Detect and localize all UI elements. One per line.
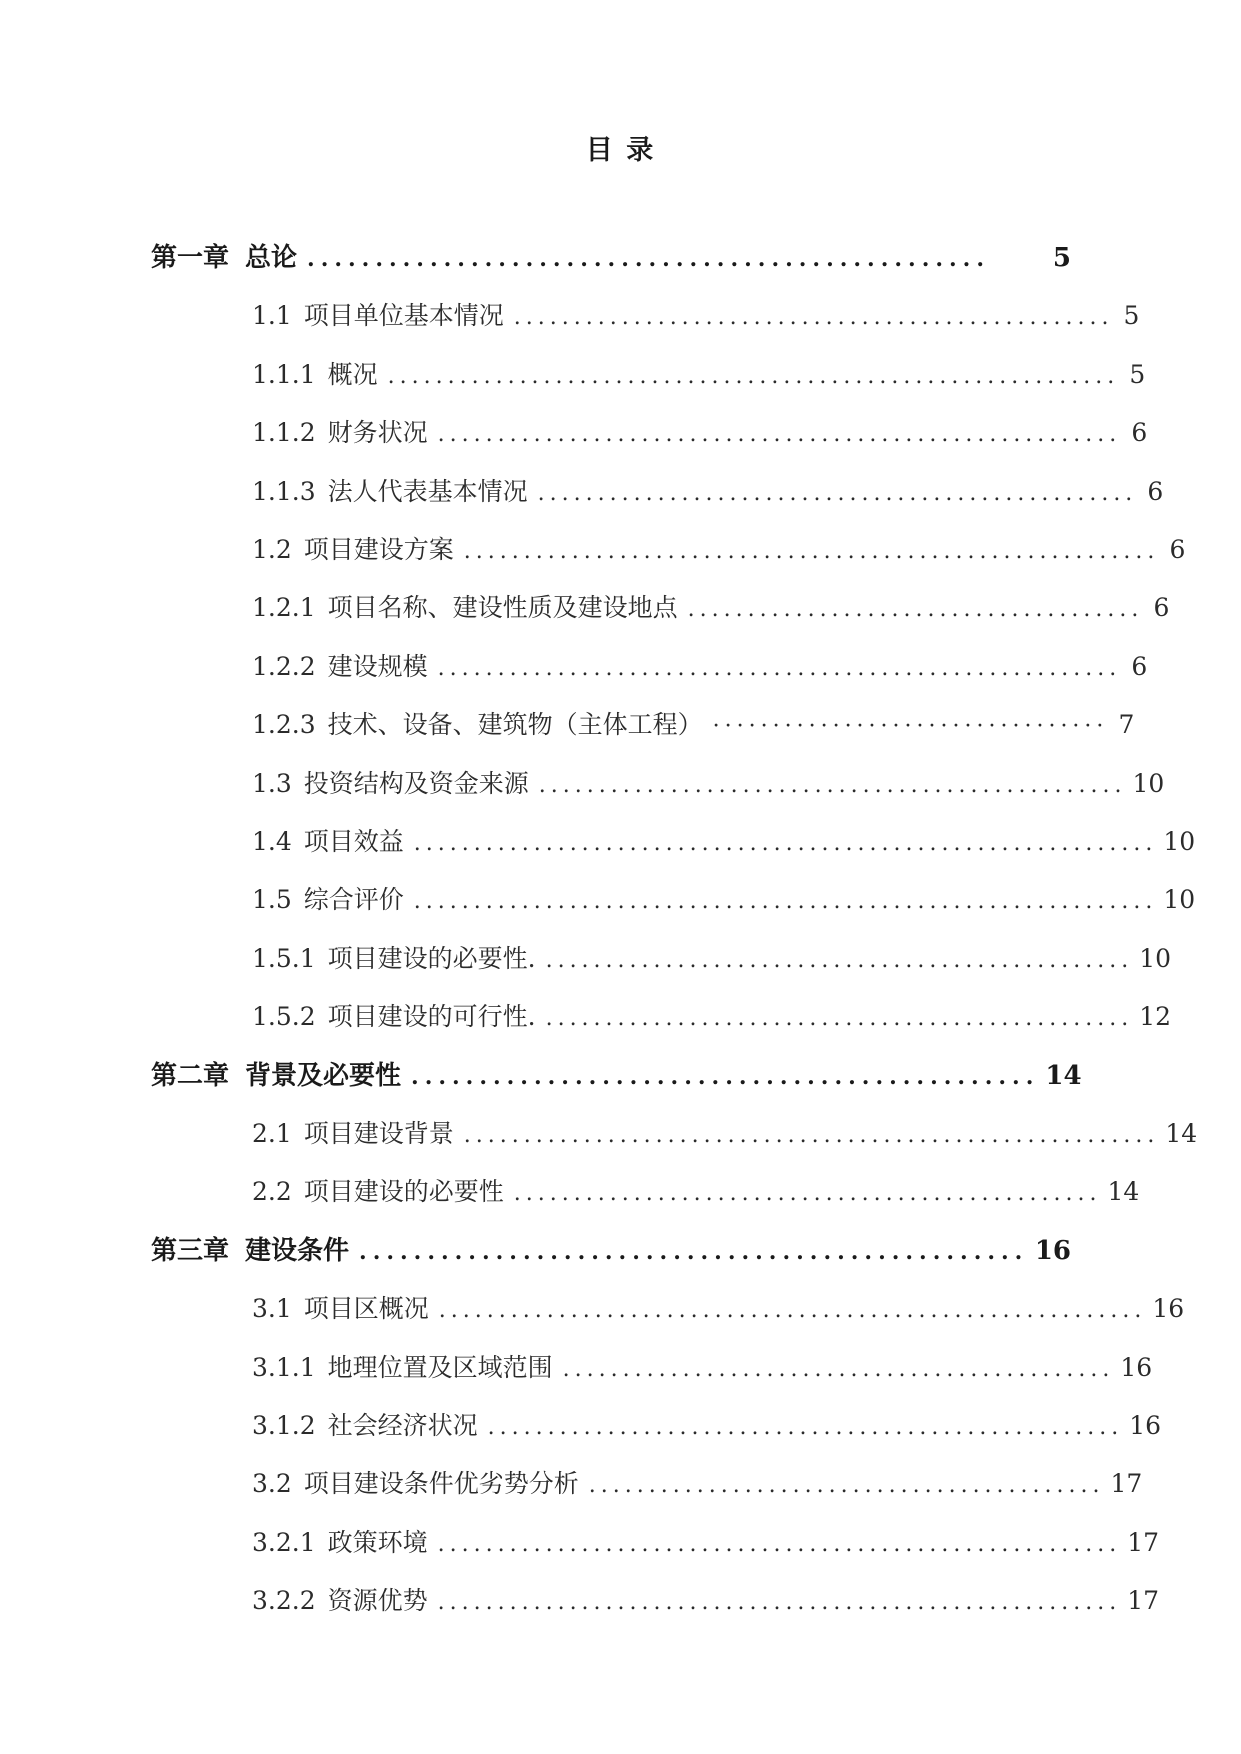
toc-dot-leader: .............................................................. [413, 889, 1158, 915]
toc-entry-number: 3.2.2 [252, 1586, 316, 1616]
toc-entry-label [252, 647, 428, 687]
toc-entry-number: 3.1 [252, 1294, 292, 1324]
toc-chapter-entry[interactable] [151, 1056, 1082, 1096]
toc-entry-number: 1.2.2 [252, 651, 316, 681]
toc-page-number: 10 [1132, 768, 1165, 798]
page-title: 目 录 [585, 135, 656, 166]
toc-entry-title: 项目建设条件优劣势分析 [303, 1469, 579, 1499]
toc-entry-label [252, 413, 428, 453]
toc-entry-label [252, 1464, 579, 1504]
toc-entry-title: 背景及必要性 [245, 1060, 402, 1091]
toc-dot-leader: ......................................................... [437, 1531, 1122, 1557]
toc-entry-title: 资源优势 [327, 1586, 428, 1616]
toc-entry-label [252, 1172, 504, 1212]
toc-entry-title: 项目效益 [303, 827, 404, 856]
toc-dot-leader: .................................................. [537, 480, 1138, 506]
toc-dot-leader: ................................................. [538, 772, 1127, 798]
toc-page-number: 16 [1034, 1235, 1071, 1266]
toc-page-number: 10 [1163, 827, 1196, 856]
toc-entry-number: 2.1 [252, 1119, 292, 1148]
toc-entry-number: 1.1.2 [252, 418, 316, 448]
toc-page-number: 17 [1127, 1527, 1160, 1557]
toc-entry-number: 3.1.1 [252, 1352, 316, 1382]
toc-page-number: 6 [1153, 593, 1170, 623]
toc-page-number: 17 [1127, 1586, 1160, 1616]
toc-section-entry[interactable] [252, 530, 1186, 570]
toc-entry-title: 项目建设的必要性 [303, 1177, 504, 1207]
toc-entry-title: 建设条件 [245, 1235, 350, 1266]
toc-page-number: 14 [1165, 1119, 1198, 1148]
toc-entry-label [252, 1581, 428, 1621]
toc-entry-number: 1.1 [252, 301, 292, 331]
toc-entry-title: 总论 [245, 243, 298, 273]
toc-entry-number: 1.5.1 [252, 943, 316, 973]
toc-dot-leader: ...................................... [687, 597, 1144, 623]
toc-section-entry[interactable] [252, 822, 1196, 862]
toc-page-number: 14 [1045, 1060, 1082, 1091]
toc-dot-leader: ................................................. [545, 1006, 1134, 1032]
toc-entry-number: 1.4 [252, 827, 292, 856]
toc-chapter-entry[interactable] [151, 238, 1071, 278]
toc-dot-leader: ........................................................... [438, 1298, 1147, 1324]
toc-section-entry[interactable] [252, 1348, 1153, 1388]
toc-entry-label [252, 355, 378, 395]
toc-entry-number: 第二章 [151, 1060, 230, 1091]
toc-section-entry[interactable] [252, 705, 1135, 745]
toc-page-number: 5 [1123, 301, 1140, 331]
toc-entry-number: 3.2 [252, 1469, 292, 1499]
toc-dot-leader: ......................................................... [437, 422, 1122, 448]
toc-dot-leader: .................................................. [307, 246, 990, 272]
toc-section-entry[interactable] [252, 939, 1172, 979]
toc-entry-label [151, 238, 297, 278]
toc-page-number: 10 [1163, 885, 1196, 915]
toc-entry-number: 1.3 [252, 768, 292, 798]
toc-page-number: 6 [1169, 535, 1186, 564]
toc-entry-label [252, 296, 504, 336]
toc-entry-label [252, 939, 536, 979]
toc-chapter-entry[interactable] [151, 1231, 1071, 1271]
toc-dot-leader: .......................................................... [463, 539, 1160, 564]
toc-entry-label [252, 530, 454, 570]
toc-section-entry[interactable] [252, 472, 1164, 512]
toc-section-entry[interactable] [252, 1581, 1160, 1621]
toc-entry-title: 投资结构及资金来源 [303, 768, 529, 798]
toc-page-number: 6 [1147, 476, 1164, 506]
toc-entry-number: 第一章 [151, 243, 230, 273]
toc-entry-title: 社会经济状况 [327, 1411, 478, 1440]
toc-entry-label [252, 588, 678, 628]
toc-section-entry[interactable] [252, 1464, 1143, 1504]
toc-page-number: 16 [1152, 1294, 1185, 1324]
toc-dot-leader: .......................................................... [463, 1123, 1160, 1148]
toc-entry-title: 技术、设备、建筑物（主体工程） [327, 710, 703, 740]
toc-entry-title: 政策环境 [327, 1527, 428, 1557]
toc-dot-leader: ........................................... [588, 1473, 1105, 1499]
toc-entry-title: 综合评价 [303, 885, 404, 915]
toc-entry-label [252, 472, 528, 512]
toc-entry-number: 2.2 [252, 1177, 292, 1207]
toc-dot-leader: ................................................. [359, 1238, 1029, 1265]
toc-section-entry[interactable] [252, 1114, 1198, 1154]
toc-entry-number: 3.1.2 [252, 1411, 316, 1440]
toc-section-entry[interactable] [252, 1172, 1140, 1212]
toc-entry-title: 项目建设方案 [303, 535, 454, 564]
toc-page-number: 16 [1129, 1411, 1162, 1440]
toc-section-entry[interactable] [252, 1289, 1185, 1329]
toc-section-entry[interactable] [252, 296, 1140, 336]
toc-page-number: 17 [1110, 1469, 1143, 1499]
toc-page-number: 6 [1131, 418, 1148, 448]
toc-dot-leader: ......................................................... [437, 1590, 1122, 1616]
toc-entry-label [252, 880, 404, 920]
toc-page-number: 12 [1139, 1002, 1172, 1032]
toc-section-entry[interactable] [252, 880, 1196, 920]
toc-page-number: 10 [1139, 943, 1172, 973]
toc-entry-number: 1.5.2 [252, 1002, 316, 1032]
toc-dot-leader: ............................................................. [387, 363, 1120, 389]
toc-entry-title: 项目建设的可行性. [327, 1002, 536, 1032]
toc-entry-label [252, 1348, 553, 1388]
toc-entry-label [252, 1114, 454, 1154]
toc-page-number: 5 [1052, 243, 1071, 273]
toc-entry-label [252, 1523, 428, 1563]
toc-dot-leader: ..................................................... [487, 1415, 1124, 1440]
toc-entry-label [151, 1056, 401, 1096]
toc-dot-leader: .................................................. [513, 305, 1114, 331]
toc-entry-number: 1.5 [252, 885, 292, 915]
toc-section-entry[interactable] [252, 1523, 1160, 1563]
toc-entry-title: 建设规模 [327, 651, 428, 681]
toc-section-entry[interactable] [252, 1406, 1162, 1446]
toc-entry-label [252, 705, 703, 745]
toc-entry-title: 项目单位基本情况 [303, 301, 504, 331]
toc-entry-label [151, 1231, 349, 1271]
toc-dot-leader: ......................................................... [437, 655, 1122, 681]
toc-page-number: 6 [1131, 651, 1148, 681]
toc-page-number: 5 [1129, 359, 1146, 389]
toc-entry-number: 1.1.1 [252, 359, 316, 389]
toc-entry-title: 项目名称、建设性质及建设地点 [327, 593, 678, 623]
toc-page-number: 14 [1107, 1177, 1140, 1207]
toc-section-entry[interactable] [252, 997, 1172, 1037]
toc-section-entry[interactable] [252, 647, 1148, 687]
toc-section-entry[interactable] [252, 355, 1146, 395]
toc-entry-label [252, 822, 404, 862]
toc-entry-title: 项目建设的必要性. [327, 943, 536, 973]
toc-entry-title: 项目区概况 [303, 1294, 429, 1324]
toc-entry-number: 第三章 [151, 1235, 230, 1266]
toc-entry-number: 1.1.3 [252, 476, 316, 506]
toc-entry-label [252, 1289, 429, 1329]
toc-entry-number: 1.2 [252, 535, 292, 564]
toc-entry-title: 财务状况 [327, 418, 428, 448]
toc-section-entry[interactable] [252, 764, 1165, 804]
toc-entry-number: 1.2.3 [252, 710, 316, 740]
toc-dot-leader: .............................................................. [413, 831, 1158, 856]
toc-entry-title: 概况 [327, 359, 378, 389]
toc-entry-title: 法人代表基本情况 [327, 476, 528, 506]
toc-dot-leader: .............................................. [562, 1356, 1115, 1382]
toc-dot-leader: ................................................. [545, 947, 1134, 973]
toc-entry-title: 项目建设背景 [303, 1119, 454, 1148]
toc-entry-label [252, 997, 536, 1037]
toc-entry-number: 3.2.1 [252, 1527, 316, 1557]
toc-dot-leader: .............................................. [411, 1063, 1040, 1090]
toc-page-number: 7 [1118, 710, 1135, 740]
toc-dot-leader: ································· [712, 714, 1109, 740]
toc-page-number: 16 [1120, 1352, 1153, 1382]
toc-entry-number: 1.2.1 [252, 593, 316, 623]
toc-entry-title: 地理位置及区域范围 [327, 1352, 553, 1382]
toc-section-entry[interactable] [252, 588, 1170, 628]
toc-entry-label [252, 1406, 478, 1446]
toc-entry-label [252, 764, 529, 804]
toc-dot-leader: ................................................. [513, 1181, 1102, 1207]
toc-section-entry[interactable] [252, 413, 1148, 453]
